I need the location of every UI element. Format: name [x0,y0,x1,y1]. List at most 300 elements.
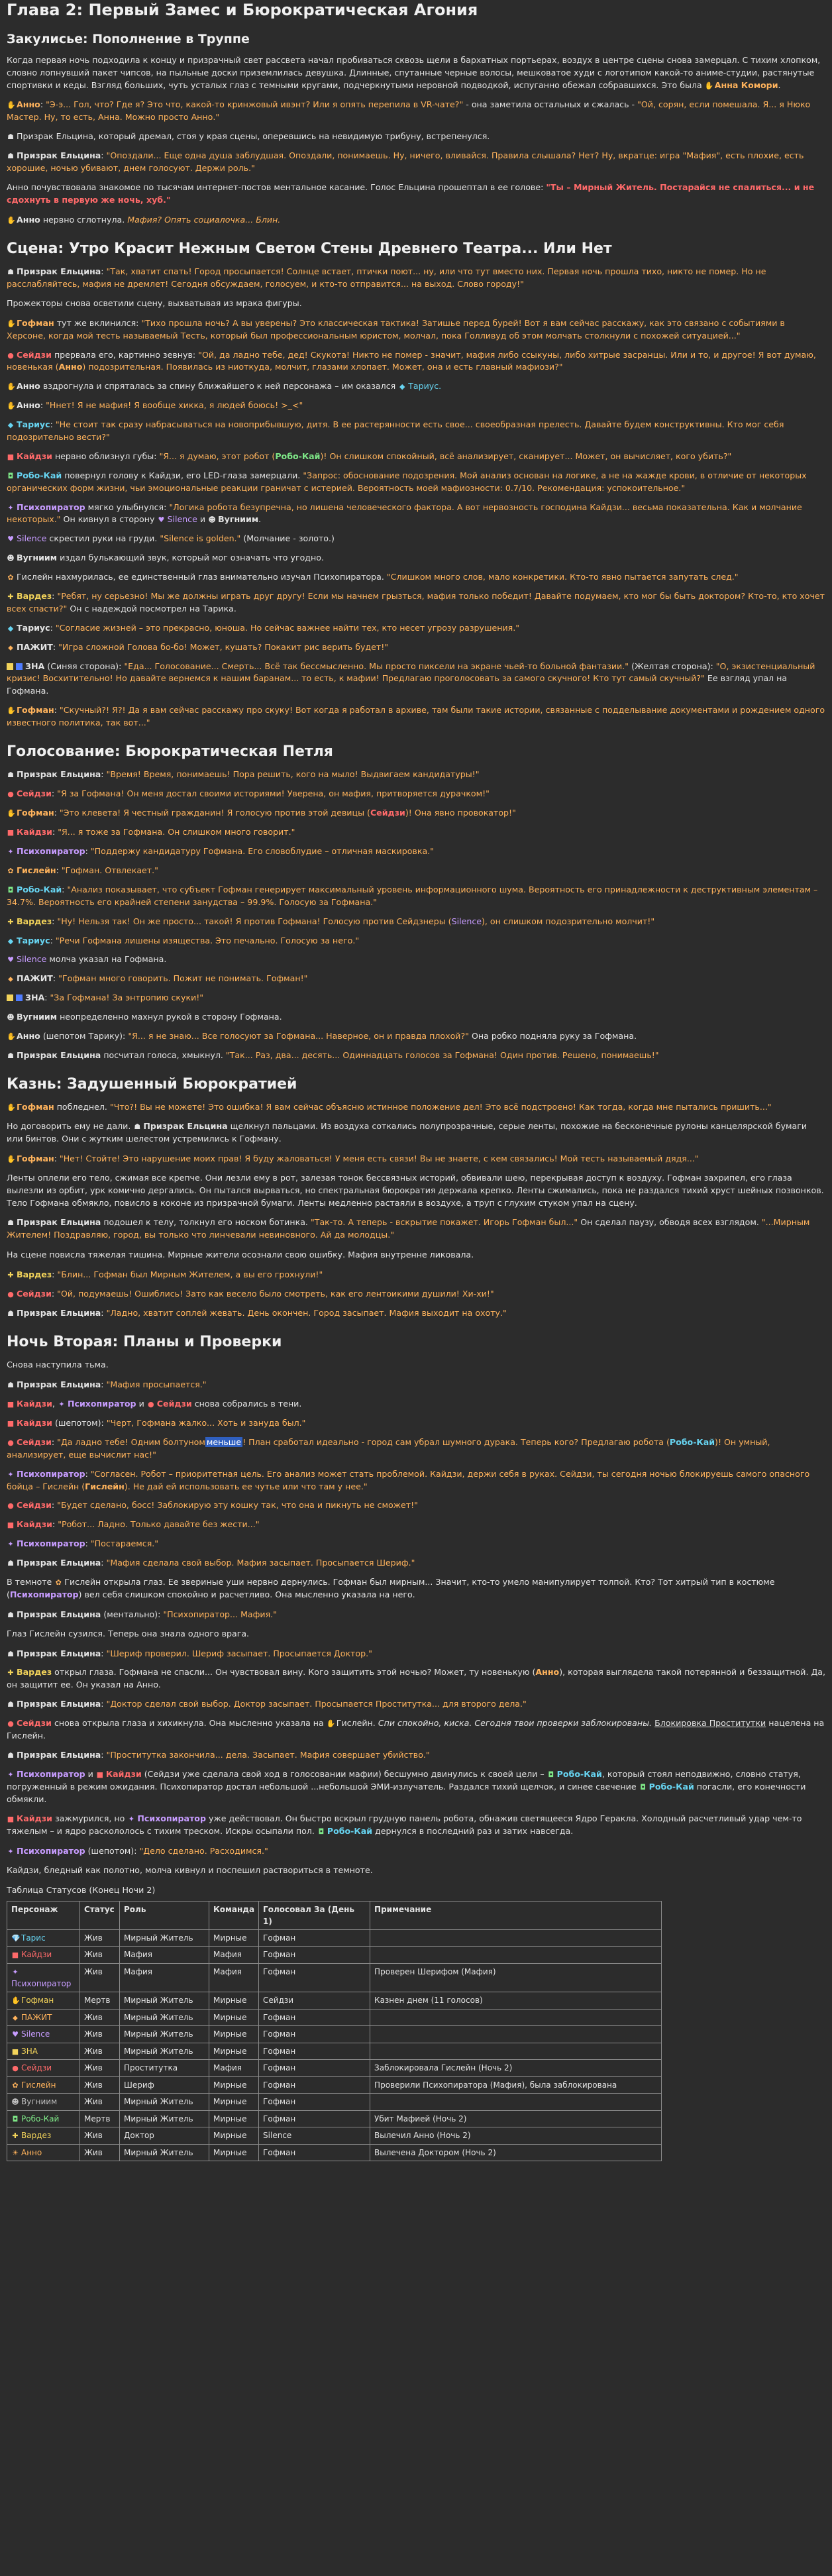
quote: "Согласен. Робот – приоритетная цель. Его анализ может стать проблемой. Кайдзи, держи себя в руках. Сейдзи, ты сегодня ночью блокируешь самого опасного бойца – Гислейн ( [7,1468,810,1491]
text: повернул голову к Кайдзи, его LED-глаза замерцали. [64,470,301,480]
column-header: Роль [120,1901,209,1929]
dialogue-line [7,1417,825,1430]
quote: "Э-э... Гол, что? Где я? Это что, какой-то кринжовый ивэнт? Или я опять перепила в VR-чате?" [46,99,464,110]
character-name: Гислейн [85,1481,125,1491]
cell-note: Вылечена Доктором (Ночь 2) [370,2144,662,2161]
circle-icon: ● [7,790,14,799]
character-name: Психопиратор [137,1813,206,1824]
sparkle-icon: ✦ [128,1815,134,1824]
character-name: Психопиратор [17,1538,85,1549]
cell-character [7,2127,80,2145]
cell-role: Мирный Житель [120,2009,209,2026]
character-icon: ◘ [12,2114,19,2123]
character-name: Анна Комори [714,80,778,90]
cell-role: Мирный Житель [120,1992,209,2010]
blue-square-icon [16,663,23,670]
ghost-icon: ☗ [7,268,14,277]
dialogue-line [7,470,825,495]
vote-line: ☗ Призрак Ельцина: "Время! Время, понимаешь! Пора решить, кого на мыло! Выдвигаем кандидатуры!" [7,769,825,781]
dialogue-line: ☗ Призрак Ельцина: "Доктор сделал свой выбор. Доктор засыпает. Просыпается Проститутка... для второго дела." [7,1698,825,1711]
cell-note [370,2043,662,2060]
text: уже действовал. Он быстро вскрыл грудную панель робота, обнажив светящееся Ядро Геракла. Холодный расчетливый удар чем-то тяжелым – и ядро раскололось с тихим треском. Искры осыпали пол. [7,1813,802,1837]
character-name: Гофман [21,1996,54,2006]
table-row [7,1929,662,1947]
dialogue-line: ✋Гофман: "Нет! Стойте! Это нарушение моих прав! Я буду жаловаться! У меня есть связи! Вы не знаете, с кем связались! Мой тесть называемый дядя..." [7,1153,825,1165]
cell-note [370,1929,662,1947]
character-icon: 💎 [11,1933,21,1943]
column-header: Команда [209,1901,259,1929]
robot-icon: ◘ [548,1770,554,1779]
character-icon: ✦ [12,1967,19,1976]
vote-line: ✋Гофман: "Это клевета! Я честный гражданин! Я голосую против этой девицы (Сейдзи)! Она явно провокатор!" [7,807,825,820]
table-row [7,2043,662,2060]
dialogue-line [7,1101,825,1114]
character-name: Анно [17,1030,40,1041]
blue-square-icon [16,994,23,1001]
text: (Молчание - золото.) [243,533,335,544]
character-icon: ■ [11,1951,19,1960]
vote-line: ЗНА: "За Гофмана! За энтропию скуки!" [7,992,825,1004]
column-header: Персонаж [7,1901,80,1929]
text: посчитал голоса, хмыкнул. [103,1049,223,1060]
hand-icon: ✋ [7,1103,16,1112]
character-name: Кайдзи [17,1519,52,1530]
quote: )! Он умный, анализирует, еще вычислит нас!" [7,1436,770,1460]
ghost-icon: ☗ [7,1051,14,1060]
text: зажмурился, но [54,1813,125,1824]
character-name: Анно [58,362,83,372]
cell-note: Убит Мафией (Ночь 2) [370,2110,662,2127]
character-name: Призрак Ельцина [17,1749,101,1760]
character-name: Кайдзи [105,1768,142,1779]
cell-note: Казнен днем (11 голосов) [370,1992,662,2010]
text: (Синяя сторона): [47,661,122,671]
face-icon: ☻ [7,554,15,563]
quote: ) подозрительная. Появилась из ниоткуда, молчит, глазами хлопает. Может, она и есть главный мафиози?" [82,362,563,372]
cell-note [370,2009,662,2026]
hand-icon: ✋ [7,1154,16,1163]
cell-vote: Гофман [259,2094,370,2111]
dialogue-line [7,451,825,463]
character-name: Робо-Кай [669,1436,715,1447]
text: (Желтая сторона): [631,661,713,671]
square-icon: ■ [7,1521,15,1530]
cross-icon: ✚ [7,592,14,601]
dialogue-line: ✦ Психопиратор мягко улыбнулся: "Логика робота безупречна, но лишена человеческого фактора. А вот нервозность господина Кайдзи... весьма показательна. Как и молчание некоторых." Он кивнул в сторону ♥ Silence и ☻ Вугниим. [7,502,825,527]
square-icon: ■ [7,1400,15,1409]
dialogue-line [7,661,825,698]
cell-role: Мирный Житель [120,2094,209,2111]
yellow-square-icon [7,994,13,1001]
character-name: Психопиратор [17,502,85,512]
status-table [7,1901,662,2162]
cell-note [370,2026,662,2043]
dialogue-line: ☗ Призрак Ельцина: "Мафия сделала свой выбор. Мафия засыпает. Просыпается Шериф." [7,1557,825,1570]
character-name: ЗНА [25,993,45,1003]
cell-team: Мирные [209,2110,259,2127]
quote: "Ой, сорян, если помешала. Я... я Нюко Мастер. Ну, то есть, Анна. Можно просто Анно." [7,99,811,123]
quote: "Дело сделано. Расходимся." [139,1846,268,1856]
character-name: Гофман [17,1102,54,1112]
quote: "Ой, подумаешь! Ошиблись! Зато как весело было смотреть, как его лентоикими душили! Хи-хи!" [57,1289,494,1299]
quote: "Мафия сделала свой выбор. Мафия засыпает. Просыпается Шериф." [106,1558,415,1568]
quote: "Silence is golden." [160,533,241,544]
dialogue-line: ☗ Призрак Ельцина: "Мафия просыпается." [7,1379,825,1391]
table-header-row [7,1901,662,1929]
character-name: Призрак Ельцина [17,1558,101,1568]
cell-status: Жив [80,2026,120,2043]
text: прервала его, картинно зевнув: [54,349,196,360]
quote: "Ребят, ну серьезно! Мы же должны играть друг другу! Если мы начнем грызться, мафия только победит! Давайте подумаем, кто мог бы быть доктором? Кто-то, кто хочет всех спасти?" [7,590,825,614]
text: Анно почувствовала знакомое по тысячам интернет-постов ментальное касание. Голос Ельцина прошептал в ее голове: [7,182,544,192]
vote-line: ✿ Гислейн: "Гофман. Отвлекает." [7,865,825,877]
character-name: Психопиратор [17,846,85,857]
cell-character [7,2094,80,2111]
cell-vote: Сейдзи [259,1992,370,2010]
vote-line [7,953,825,966]
quote: )! Он слишком спокойный, всё анализирует, сканирует... Может, он вычисляет, кого убить?" [320,451,732,461]
cell-vote: Гофман [259,1929,370,1947]
cell-note [370,1947,662,1964]
cell-role: Доктор [120,2127,209,2145]
character-name: Вугниим [17,553,58,563]
text: Он сделал паузу, обводя всех взглядом. [580,1217,759,1228]
character-icon: ✿ [12,2080,19,2090]
character-name: ЗНА [21,2046,38,2056]
dialogue-line [7,1717,825,1743]
character-name: Психопиратор [11,1979,72,1989]
dialogue-line: ✚ Вардез: "Блин... Гофман был Мирным Жителем, а вы его грохнули!" [7,1269,825,1281]
text: вздрогнула и спряталась за спину ближайшего к ней персонажа – им оказался [42,381,396,392]
circle-icon: ● [7,1438,14,1447]
vote-line [7,1011,825,1024]
table-row [7,2076,662,2094]
robot-icon: ◘ [318,1827,325,1837]
table-row [7,2127,662,2145]
cell-team: Мафия [209,1947,259,1964]
cell-note: Заблокировала Гислейн (Ночь 2) [370,2060,662,2077]
column-header: Голосовал За (День 1) [259,1901,370,1929]
dialogue-line: ⬥ ПАЖИТ: "Игра сложной Голова бо-бо! Может, кушать? Покакит рис верить будет!" [7,641,825,654]
quote: "Еда... Голосование... Смерть... Всё так бессмысленно. Мы просто пиксели на экране чьей-то больной фантазии." [124,661,629,671]
character-name: Призрак Ельцина [17,1049,101,1060]
character-name: Кайдзи [21,1950,52,1960]
cell-character [7,2043,80,2060]
text: В темноте [7,1577,52,1587]
gem-icon: ◆ [7,421,14,430]
vote-line: ■ Кайдзи: "Я... я тоже за Гофмана. Он слишком много говорит." [7,826,825,839]
vote-line: ◆ Тариус: "Речи Гофмана лишены изящества. Это печально. Голосую за него." [7,935,825,947]
character-name: Призрак Ельцина [17,1217,101,1228]
text: молча указал на Гофмана. [49,954,167,965]
dialogue-line: ✦ Психопиратор: "Постараемся." [7,1538,825,1550]
quote: "Гофман. Отвлекает." [61,865,158,875]
flower-icon: ✿ [7,573,14,582]
character-name: Сейдзи [17,349,52,360]
hand-icon: ✋ [7,402,16,411]
character-name: Вугниим [218,514,259,525]
section-heading-morning: Сцена: Утро Красит Нежным Светом Стены Древнего Театра... Или Нет [7,240,612,257]
dialogue-line: ✦ Психопиратор: "Согласен. Робот – приоритетная цель. Его анализ может стать проблемой. Кайдзи, держи себя в руках. Сейдзи, ты сегодня ночью блокируешь самого опасного бойца – Гислейн (Гислейн). Не дай ей использовать ее чутье или что там у нее." [7,1468,810,1491]
paragraph: Снова наступила тьма. [7,1360,109,1370]
character-name: Вардез [17,916,52,926]
character-name: Сейдзи [370,808,405,818]
section-heading-backstage: Закулисье: Пополнение в Труппе [7,32,250,46]
dialogue-line: ■ Кайдзи: "Робот... Ладно. Только давайте без жести..." [7,1519,825,1531]
cell-vote: Гофман [259,2026,370,2043]
quote: "Я... я не знаю... Все голосуют за Гофмана... Наверное, он и правда плохой?" [128,1030,469,1041]
character-name: Психопиратор [9,1589,79,1599]
quote: ). Не дай ей использовать ее чутье или что там у нее." [124,1481,368,1491]
robot-icon: ◘ [640,1782,646,1792]
quote: "Будет сделано, босс! Заблокирую эту кошку так, что она и пикнуть не сможет!" [57,1500,418,1511]
character-icon: ☀ [12,2148,19,2157]
dialogue-line: ☗ Призрак Ельцина: "Проститутка закончила... дела. Засыпает. Мафия совершает убийство." [7,1749,825,1762]
character-name: Сейдзи [17,1436,52,1447]
square-icon: ■ [7,452,15,461]
robot-icon: ◘ [7,885,14,894]
text: открыл глаза. Гофмана не спасли... Он чувствовал вину. Кого защитить этой ночью? Может, ту новенькую ( [54,1667,536,1678]
table-row [7,2060,662,2077]
character-name: Призрак Ельцина [143,1121,228,1132]
text: (шепотом): [87,1846,137,1856]
character-name: Сейдзи [17,788,52,799]
quote: "Тихо прошла ночь? А вы уверены? Это классическая тактика! Затишье перед бурей! Вот я вам сейчас расскажу, как это связано с событиями в Херсоне, когда мой тесть называемый Тесть, который был профессиональным юристом, молчал, пока Голливуд об этом молчать столкнули с похожей ситуацией..." [7,317,785,341]
character-name: Silence [451,916,482,926]
gem-icon: ◆ [7,936,14,945]
text: Гислейн открыла глаз. Ее звериные уши нервно дернулись. Гофман был мирным... Значит, кто-то умело манипулирует толпой. Кто? Тот хитрый тип в костюме ( [7,1577,775,1599]
hand-icon: ✋ [7,319,16,328]
sparkle-icon: ✦ [7,1770,14,1779]
cell-role: Шериф [120,2076,209,2094]
dialogue-line: ☗ Призрак Ельцина: "Так, хватит спать! Город просыпается! Солнце встает, птички поют... ну, или что тут вместо них. Первая ночь прошла тихо, никто не помер. Но не расслабляйтесь, мафия не дремлет! Сегодня обсуждаем, голосуем, и кто-то отправится... на выход. Слово городу!" [7,266,766,289]
text: подошел к телу, толкнул его носком ботинка. [103,1217,308,1228]
cell-note [370,2094,662,2111]
character-name: Анно [535,1667,560,1678]
vote-line: ✚ Вардез: "Ну! Нельзя так! Он же просто... такой! Я против Гофмана! Голосую против Сейдзнеры (Silence), он слишком подозрительно молчит!" [7,916,825,928]
cell-status: Мертв [80,2110,120,2127]
quote: "Я за Гофмана! Он меня достал своими историями! Уверена, он мафия, притворяется дурачком!" [57,788,490,799]
character-name: Кайдзи [17,1813,52,1824]
table-row [7,2026,662,2043]
character-name: Кайдзи [17,1399,52,1409]
square-icon: ■ [96,1770,104,1779]
character-icon: ✚ [12,2131,19,2141]
cell-role: Мирный Житель [120,1929,209,1947]
character-icon: ✋ [11,1996,21,2006]
character-name: Робо-Кай [17,470,62,480]
gem-icon: ◆ [7,623,14,633]
character-name: Робо-Кай [21,2114,60,2123]
dialogue-line: ◆ Тариус: "Согласие жизней – это прекрасно, юноша. Но сейчас важнее найти тех, кто несет угрозу разрушения." [7,622,825,635]
dialogue-line: ● Сейдзи: "Ой, подумаешь! Ошиблись! Зато как весело было смотреть, как его лентоикими душили! Хи-хи!" [7,1288,825,1301]
character-name: Гислейн [17,865,56,875]
character-name: Психопиратор [17,1768,85,1779]
quote: )! Она явно провокатор!" [405,808,516,818]
character-name: Гофман [17,808,54,818]
dialogue-line [7,317,825,343]
paragraph: Глаз Гислейн сузился. Теперь она знала одного врага. [7,1628,250,1638]
character-name: Сейдзи [156,1399,192,1409]
dialogue-line [7,380,825,393]
character-name: Психопиратор [17,1468,85,1479]
character-icon: ☻ [11,2098,19,2107]
quote: "Блин... Гофман был Мирным Жителем, а вы его грохнули!" [57,1269,323,1280]
character-name: Вардез [17,590,52,601]
ghost-icon: ☗ [7,152,14,161]
character-name: Призрак Ельцина [17,1379,101,1390]
dialogue-line [7,349,825,374]
cell-note: Вылечил Анно (Ночь 2) [370,2127,662,2145]
quote: "Черт, Гофмана жалко... Хоть и зануда был." [106,1417,306,1428]
cell-status: Жив [80,1947,120,1964]
cell-status: Жив [80,2060,120,2077]
paragraph [7,1813,825,1838]
text: ...небольшой ЭМИ-излучатель. Раздался тихий щелчок, и синее свечение [311,1781,637,1792]
quote: "Слишком много слов, мало конкретики. Кто-то явно пытается запутать след." [386,572,739,582]
sparkle-icon: ✦ [7,847,14,857]
robot-icon: ◘ [7,471,14,480]
character-name: Гофман [17,1153,54,1163]
text: (ментально): [103,1609,161,1619]
text: и [199,514,206,525]
cell-character [7,2144,80,2161]
column-header: Примечание [370,1901,662,1929]
cell-vote: Гофман [259,2144,370,2161]
cell-team: Мирные [209,2009,259,2026]
character-name: Сейдзи [17,1289,52,1299]
quote: "Игра сложной Голова бо-бо! Может, кушать? Покакит рис верить будет!" [58,641,389,652]
paragraph: Прожекторы снова осветили сцену, выхватывая из мрака фигуры. [7,297,302,308]
sparkle-icon: ✦ [7,503,14,512]
character-name: Анно [17,214,40,225]
italic-text: Спи спокойно, киска. Сегодня твои проверки заблокированы. [378,1718,652,1729]
character-name: Анно [17,400,40,411]
text: ), которая выглядела такой потерянной и беззащитной. Да, он защитит ее. Он указал на Анно. [7,1667,826,1690]
dialogue-line [7,131,825,143]
table-body [7,1929,662,2161]
character-name: Призрак Ельцина [17,1609,101,1619]
text: - она заметила остальных и сжалась - [466,99,635,110]
character-name: Анно [21,2147,42,2157]
cell-vote: Silence [259,2127,370,2145]
section-heading-execution: Казнь: Задушенный Бюрократией [7,1075,297,1093]
quote: "Гофман много говорить. Пожит не понимать. Гофман!" [58,973,308,984]
ghost-icon: ☗ [134,1122,141,1132]
cross-icon: ✚ [7,917,14,926]
quote: "За Гофмана! За энтропию скуки!" [50,993,204,1003]
quote: "О, экзистенциальный кризис! Восхитительно! Но давайте вернемся к нашим баранам... то есть, к мафии! Предлагаю проголосовать за самого скучного! Кто тут самый скучный?" [7,661,815,684]
dialogue-line: ◆ Тариус: "Не стоит так сразу набрасываться на новоприбывшую, дитя. В ее растерянности есть свое... своеобразная прелесть. Давайте будем конструктивны. Кто мог себя подозрительно вести?" [7,419,784,442]
cell-character [7,2110,80,2127]
cell-role: Мафия [120,1947,209,1964]
quote: ! План сработал идеально - город сам убрал шумного дурака. Теперь кого? Предлагаю робота ( [242,1436,670,1447]
quote: Мафия? Опять социалочка... Блин. [127,214,281,225]
diamond-icon: ⬥ [8,643,13,652]
hand-icon: ✋ [7,215,16,225]
sparkle-icon: ✦ [7,1540,14,1549]
cell-vote: Гофман [259,2076,370,2094]
quote: "Согласие жизней – это прекрасно, юноша. Но сейчас важнее найти тех, кто несет угрозу разрушения." [55,622,520,633]
character-name: Робо-Кай [649,1781,694,1792]
character-name: ПАЖИТ [17,973,53,984]
paragraph [7,182,825,207]
underlined-text: Блокировка Проститутки [654,1718,766,1729]
text: побледнел. [56,1102,107,1112]
cell-status: Жив [80,2144,120,2161]
text: Призрак Ельцина, который дремал, стоя у края сцены, оперевшись на невидимую трибуну, встрепенулся. [17,131,490,142]
character-name: ЗНА [25,661,45,671]
cell-status: Жив [80,2094,120,2111]
quote: "Мафия просыпается." [106,1379,207,1390]
character-icon: ⬥ [13,2013,18,2022]
character-name: Кайдзи [17,1417,52,1428]
character-name: Гислейн. [336,1718,376,1729]
dialogue-line: ✋Анно: "Э-э... Гол, что? Где я? Это что, какой-то кринжовый ивэнт? Или я опять перепила в VR-чате?" - она заметила остальных и сжалась - "Ой, сорян, если помешала. Я... я Нюко Мастер. Ну, то есть, Анна. Можно просто Анно." [7,99,811,123]
quote: "Шериф проверил. Шериф засыпает. Просыпается Доктор." [106,1648,372,1658]
table-row [7,2094,662,2111]
hand-icon: ✋ [326,1719,336,1729]
text: (шепотом Тарику): [42,1030,126,1041]
quote: "Время! Время, понимаешь! Пора решить, кого на мыло! Выдвигаем кандидатуры!" [106,769,480,780]
quote: "Это клевета! Я честный гражданин! Я голосую против этой девицы ( [59,808,370,818]
character-name: Анно [17,381,40,392]
column-header: Статус [80,1901,120,1929]
text: Но договорить ему не дали. [7,1121,131,1132]
dialogue-line: ● Сейдзи: "Да ладно тебе! Одним болтуном меньше ! План сработал идеально - город сам убрал шумного дурака. Теперь кого? Предлагаю робота (Робо-Кай)! Он умный, анализирует, еще вычислит нас!" [7,1436,770,1460]
quote: "Я... я тоже за Гофмана. Он слишком много говорит." [58,827,295,837]
character-name: Робо-Кай [17,884,62,894]
face-icon: ☻ [208,515,216,525]
character-name: Робо-Кай [556,1768,602,1779]
table-row [7,2110,662,2127]
character-name: Сейдзи [17,1500,52,1511]
text: Когда первая ночь подходила к концу и призрачный свет рассвета начал пробиваться сквозь щели в бархатных портьерах, воздух в центре сцены снова замерцал. С тихим хлопком, словно лопнувший пакет чипсов, на пыльные доски приземлилась девушка. Длинные, спутанные черные волосы, мешковатое худи с логотипом какой-то аниме-студии, растянутые спортивки и кеды. Взгляд больших, чуть усталых глаз с темными кругами, подчеркнутыми неровной подводкой, испуганно обежал собравшихся. Это была [7,54,821,90]
character-name: Silence [17,533,47,544]
paragraph: Кайдзи, бледный как полотно, молча кивнул и поспешил раствориться в темноте. [7,1865,373,1876]
cell-role: Мирный Житель [120,2043,209,2060]
cell-vote: Гофман [259,2110,370,2127]
table-row [7,1947,662,1964]
vote-line: ⬥ ПАЖИТ: "Гофман много говорить. Пожит не понимать. Гофман!" [7,973,825,985]
paragraph: Ленты оплели его тело, сжимая все крепче. Они лезли ему в рот, залезая тонок бессвязных историй, обвивали шею, перекрывая доступ к воздуху. Гофман захрипел, его глаза вылезли из орбит, урк комично дергались. Он пытался вырваться, но спектральная бюрократия держала крепко. Ленты сжимались, пока не раздался тихий хруст шейных позвонков. Тело Гофмана обмякло, повисло в коконе из призрачной бумаги. Ленты медленно растаяли в воздухе, а труп с глухим стуком упал на сцену. [7,1172,824,1208]
cell-team: Мирные [209,2076,259,2094]
text: , который стоял неподвижно, словно статуя, погруженный в режим ожидания. Психопиратор достал небольшой [7,1768,801,1792]
circle-icon: ● [7,1290,14,1299]
square-icon: ■ [7,1815,15,1824]
dialogue-line [7,1666,825,1691]
dialogue-line [7,533,825,545]
table-row [7,2009,662,2026]
character-name: Тариус [17,622,50,633]
hand-icon: ✋ [7,382,16,392]
quote: "Ты – Мирный Житель. Постарайся не спалиться... и не сдохнуть в первую же ночь, хуб." [7,182,815,205]
gem-icon: ◆ [399,382,405,392]
cell-team: Мафия [209,1963,259,1992]
cell-character [7,2060,80,2077]
text: дернулся в последний раз и затих навсегда. [375,1826,574,1837]
dialogue-line [7,571,825,584]
cell-character [7,2026,80,2043]
quote: "Робот... Ладно. Только давайте без жести..." [58,1519,260,1530]
sparkle-icon: ✦ [7,1470,14,1479]
section-heading-voting: Голосование: Бюрократическая Петля [7,743,333,760]
character-name: Гислейн [21,2080,56,2090]
circle-icon: ● [147,1400,154,1409]
text: нервно облизнул губы: [54,451,157,461]
quote: "Доктор сделал свой выбор. Доктор засыпает. Просыпается Проститутка... для второго дела." [106,1699,527,1709]
sparkle-icon: ✦ [58,1400,65,1409]
